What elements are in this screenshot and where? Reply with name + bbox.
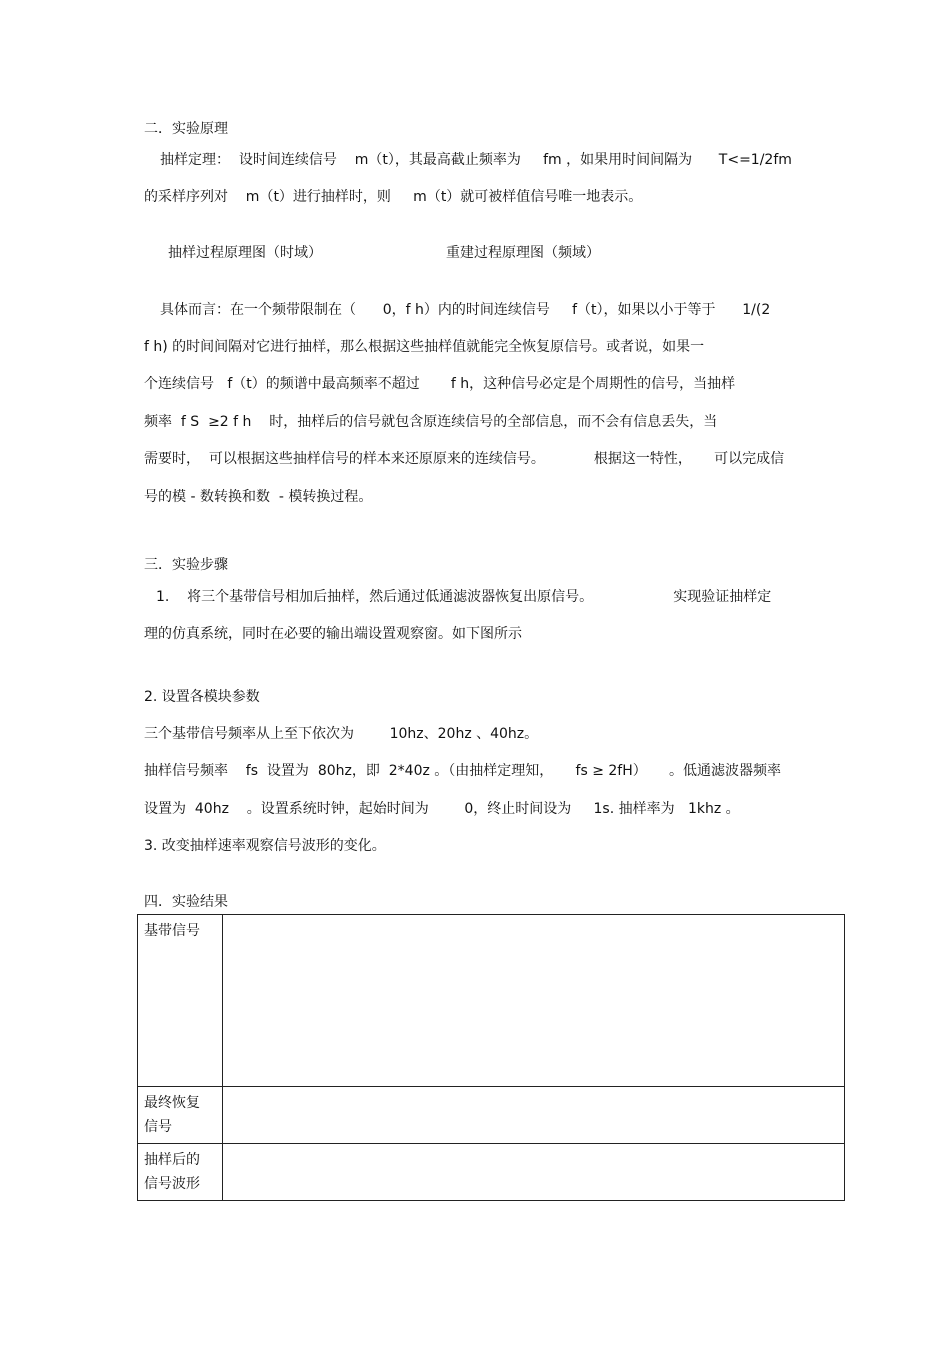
row-label-text: 信号 (144, 1119, 172, 1135)
detail-line-1: 具体而言：在一个频带限制在（ 0，f h）内的时间连续信号 f（t），如果以小于等于 1/(2 (160, 302, 771, 318)
step1-line-1: 1. 将三个基带信号相加后抽样，然后通过低通滤波器恢复出原信号。 实现验证抽样定 (156, 589, 772, 605)
step2-line-3: 设置为 40hz 。设置系统时钟，起始时间为 0，终止时间设为 1s. 抽样率为 1khz 。 (144, 801, 740, 817)
result-cell-recovered (223, 1087, 845, 1144)
row-label-text: 基带信号 (144, 923, 200, 939)
step2-line-1: 三个基带信号频率从上至下依次为 10hz、20hz 、40hz。 (144, 726, 539, 742)
step2-title: 2. 设置各模块参数 (144, 689, 260, 705)
row-label-text: 最终恢复 (144, 1095, 200, 1111)
results-table (137, 914, 845, 1201)
step2-line-2: 抽样信号频率 fs 设置为 80hz，即 2*40z 。（由抽样定理知， fs ≥ 2fH） 。低通滤波器频率 (144, 763, 781, 779)
figure-caption-time-domain: 抽样过程原理图（时域） (168, 245, 322, 261)
section4-heading: 四．实验结果 (144, 894, 228, 910)
row-label-text: 抽样后的 (144, 1152, 200, 1168)
detail-line-5: 需要时， 可以根据这些抽样信号的样本来还原原来的连续信号。 根据这一特性， 可以完成信 (144, 451, 785, 467)
table-row (138, 1087, 845, 1144)
table-row (138, 915, 845, 1087)
result-cell-sampled (223, 1144, 845, 1201)
section2-heading: 二．实验原理 (144, 121, 228, 137)
result-cell-baseband (223, 915, 845, 1087)
section3-heading: 三．实验步骤 (144, 557, 228, 573)
theorem-line-2: 的采样序列对 m（t）进行抽样时，则 m（t）就可被样值信号唯一地表示。 (144, 189, 643, 205)
detail-line-2: f h) 的时间间隔对它进行抽样，那么根据这些抽样值就能完全恢复原信号。或者说，如果一 (144, 339, 705, 355)
row-label-recovered (138, 1087, 223, 1144)
theorem-line-1: 抽样定理： 设时间连续信号 m（t），其最高截止频率为 fm ，如果用时间间隔为 T<=1/2fm (160, 152, 792, 168)
detail-line-3: 个连续信号 f（t）的频谱中最高频率不超过 f h，这种信号必定是个周期性的信号，当抽样 (144, 376, 736, 392)
detail-line-6: 号的模 - 数转换和数 - 模转换过程。 (144, 489, 373, 505)
step1-line-2: 理的仿真系统，同时在必要的输出端设置观察窗。如下图所示 (144, 626, 522, 642)
table-row (138, 1144, 845, 1201)
row-label-sampled (138, 1144, 223, 1201)
step3-text: 3. 改变抽样速率观察信号波形的变化。 (144, 838, 386, 854)
figure-caption-frequency-domain: 重建过程原理图（频域） (446, 245, 600, 261)
detail-line-4: 频率 f S ≥2 f h 时，抽样后的信号就包含原连续信号的全部信息，而不会有信息丢失，当 (144, 414, 718, 430)
row-label-baseband (138, 915, 223, 1087)
row-label-text: 信号波形 (144, 1176, 200, 1192)
